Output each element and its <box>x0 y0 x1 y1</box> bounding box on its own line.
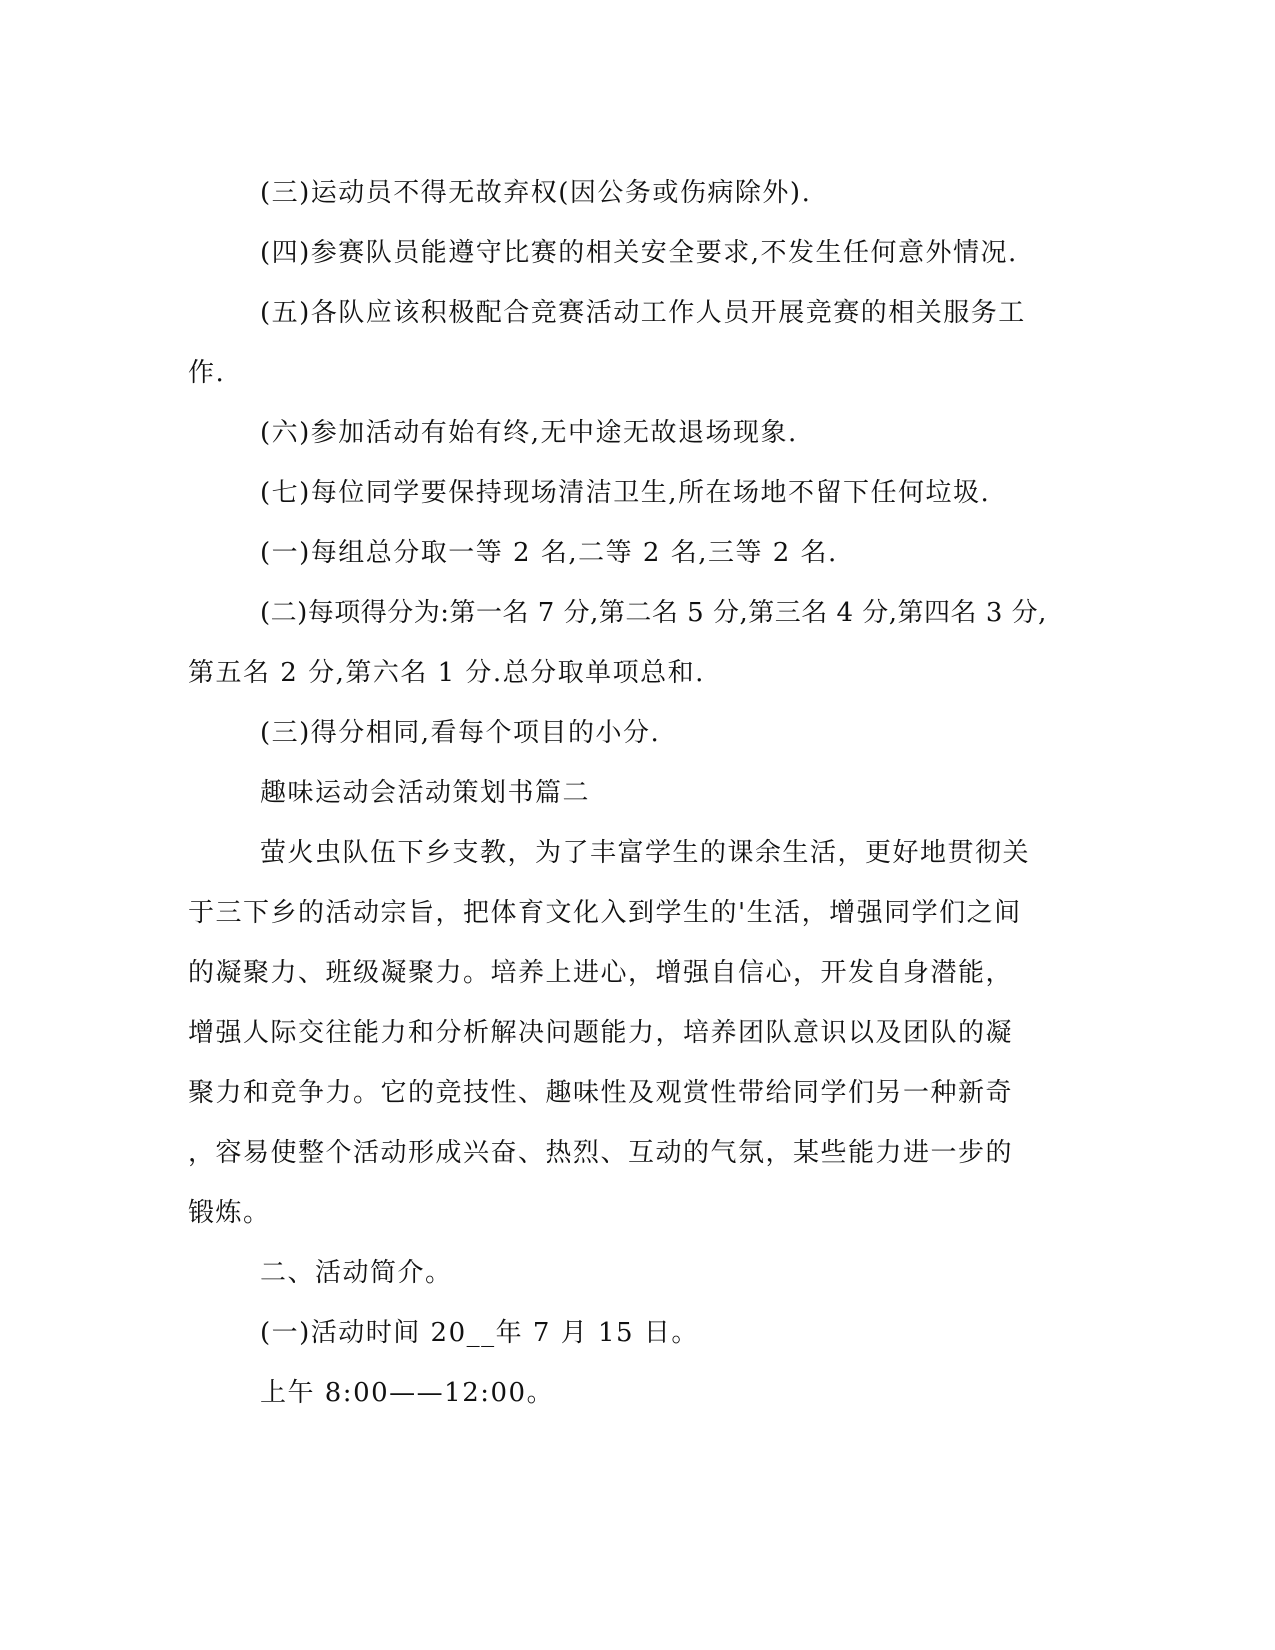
document-body <box>188 163 1068 1423</box>
intro-paragraph-line-2: 于三下乡的活动宗旨，把体育文化入到学生的'生活，增强同学们之间 <box>188 898 1022 928</box>
rule-item-5-continued: 作. <box>188 358 226 388</box>
rule-item-5: (五)各队应该积极配合竞赛活动工作人员开展竞赛的相关服务工 <box>260 298 1026 328</box>
activity-time: (一)活动时间 20__年 7 月 15 日。 <box>260 1318 699 1348</box>
scoring-item-1: (一)每组总分取一等 2 名,二等 2 名,三等 2 名. <box>260 538 838 568</box>
scoring-item-2-continued: 第五名 2 分,第六名 1 分.总分取单项总和. <box>188 658 705 688</box>
morning-schedule: 上午 8:00——12:00。 <box>260 1378 555 1408</box>
intro-paragraph-line-7: 锻炼。 <box>188 1198 271 1228</box>
rule-item-7: (七)每位同学要保持现场清洁卫生,所在场地不留下任何垃圾. <box>260 478 991 508</box>
rule-item-6: (六)参加活动有始有终,无中途无故退场现象. <box>260 418 798 448</box>
intro-paragraph-line-5: 聚力和竞争力。它的竞技性、趣味性及观赏性带给同学们另一种新奇 <box>188 1078 1014 1108</box>
scoring-item-3: (三)得分相同,看每个项目的小分. <box>260 718 661 748</box>
intro-paragraph-line-1: 萤火虫队伍下乡支教，为了丰富学生的课余生活，更好地贯彻关 <box>260 838 1031 868</box>
activity-intro-heading: 二、活动简介。 <box>260 1258 453 1288</box>
rule-item-4: (四)参赛队员能遵守比赛的相关安全要求,不发生任何意外情况. <box>260 238 1018 268</box>
intro-paragraph-line-4: 增强人际交往能力和分析解决问题能力，培养团队意识以及团队的凝 <box>188 1018 1014 1048</box>
section-heading: 趣味运动会活动策划书篇二 <box>260 778 591 808</box>
scoring-item-2: (二)每项得分为:第一名 7 分,第二名 5 分,第三名 4 分,第四名 3 分, <box>260 598 1047 628</box>
rule-item-3: (三)运动员不得无故弃权(因公务或伤病除外). <box>260 178 812 208</box>
intro-paragraph-line-6: ，容易使整个活动形成兴奋、热烈、互动的气氛，某些能力进一步的 <box>188 1138 1014 1168</box>
intro-paragraph-line-3: 的凝聚力、班级凝聚力。培养上进心，增强自信心，开发自身潜能， <box>188 958 1014 988</box>
